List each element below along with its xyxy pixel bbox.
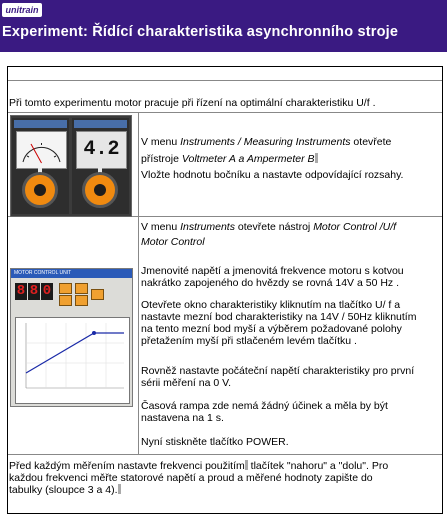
- power-button-icon: [91, 289, 104, 300]
- page-title: Experiment: Řídící charakteristika asynchronního stroje: [2, 24, 399, 40]
- footer-paragraph: Před každým měřením nastavte frekvenci použitím tlačítek "nahoru" a "dolu". Pro každou frekvenci měřte statorové napětí a proud a měřené hodnoty zapište do tabulky (sloupce 3 a 4).: [9, 460, 389, 496]
- range-knob-icon: [82, 172, 118, 208]
- lcd-readout: 4.2: [76, 131, 127, 169]
- ammeter-image: [72, 118, 129, 214]
- led-digit: 0: [42, 283, 52, 299]
- down-button-icon: [59, 295, 72, 306]
- divider: [8, 112, 442, 113]
- analog-dial-icon: [17, 132, 66, 168]
- row2-paragraph-6: Nyní stiskněte tlačítko POWER.: [141, 436, 289, 448]
- unitrain-logo: unitrain: [2, 3, 42, 17]
- divider: [8, 454, 442, 455]
- row2-paragraph-4: Rovněž nastavte počáteční napětí charakteristiky pro první sérii měření na 0 V.: [141, 365, 415, 389]
- row2-paragraph-5: Časová rampa zde nemá žádný účinek a měla by být nastavena na 1 s.: [141, 400, 388, 424]
- row1-paragraph-1: V menu Instruments / Measuring Instruments otevřete: [141, 136, 392, 148]
- ramp-button-icon: [75, 295, 88, 306]
- uf-characteristic-chart: [15, 317, 130, 404]
- up-button-icon: [59, 283, 72, 294]
- window-title: MOTOR CONTROL UNIT: [11, 269, 132, 278]
- range-knob-icon: [22, 172, 58, 208]
- uf-button-icon: [75, 283, 88, 294]
- row2-paragraph-3: Otevřete okno charakteristiky kliknutím na tlačítko U/ f a nastavte mezní bod charakteristiky na 14V / 50Hz kliknutím na tento mezní bod myší a výběrem požadované polohy přetažením myší při stlačeném levém tlačítku .: [141, 299, 417, 347]
- row2-paragraph-1b: Motor Control: [141, 236, 205, 248]
- row2-paragraph-2: Jmenovité napětí a jmenovitá frekvence motoru s kotvou nakrátko zapojeného do hvězdy se rovná 14V a 50 Hz .: [141, 265, 404, 289]
- divider: [138, 112, 139, 454]
- intro-text: Při tomto experimentu motor pracuje při řízení na optimální charakteristiku U/f .: [9, 97, 376, 109]
- led-digit: 8: [29, 283, 39, 299]
- voltmeter-image: [12, 118, 69, 214]
- measuring-instruments-image: [10, 115, 132, 217]
- row2-paragraph-1: V menu Instruments otevřete nástroj Motor Control /U/f: [141, 221, 397, 233]
- motor-control-window-image: [10, 268, 133, 407]
- row1-paragraph-2: Vložte hodnotu bočníku a nastavte odpovídající rozsahy.: [141, 169, 404, 181]
- page-header: [0, 0, 447, 52]
- led-digit: 8: [16, 283, 26, 299]
- uf-curve-icon: [16, 318, 129, 403]
- divider: [8, 80, 442, 81]
- row1-paragraph-1b: přístroje Voltmeter A a Ampermeter B: [141, 153, 318, 165]
